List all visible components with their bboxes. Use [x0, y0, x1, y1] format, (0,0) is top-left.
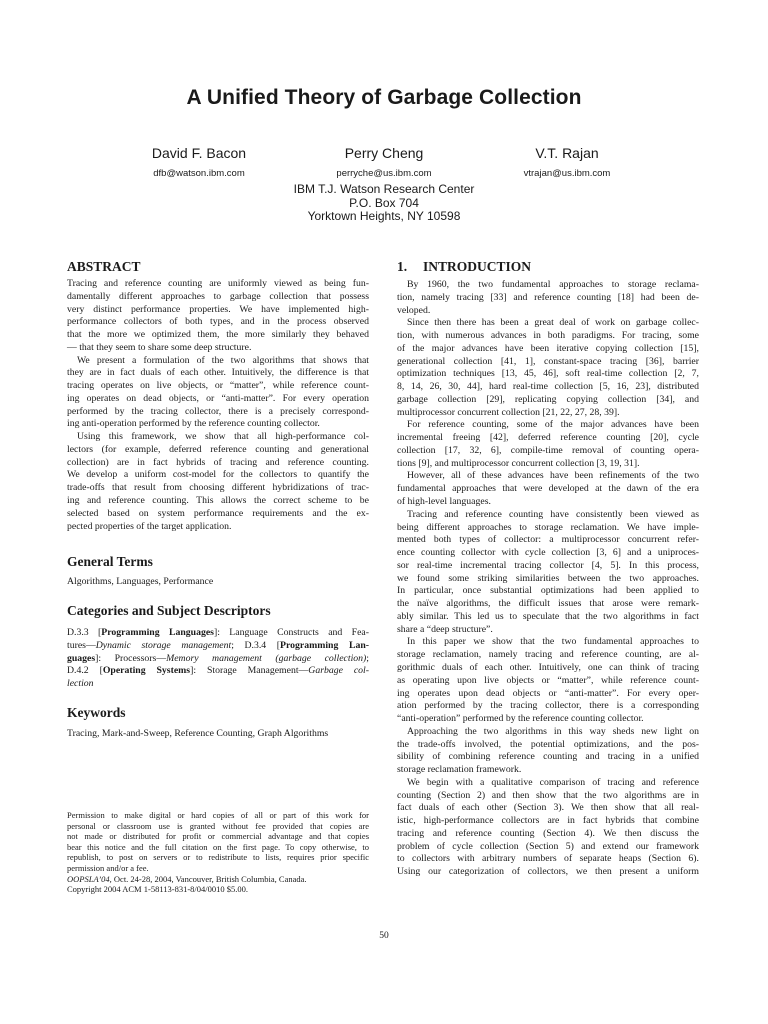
permission-notice [67, 810, 369, 895]
abstract-line: performed by the tracing collector, there is a precisely correspond- [67, 405, 369, 417]
introduction-line: veloped. [397, 304, 431, 316]
abstract-line: — that they seem to share some deep structure. [67, 341, 252, 353]
category-text: ]: Processors— [95, 652, 167, 664]
abstract-line: ing operates on dead objects, or “anti-matter”. For every operation [67, 392, 369, 404]
author-email: vtrajan@us.ibm.com [523, 168, 611, 179]
general-terms-heading: General Terms [67, 554, 153, 569]
introduction-line: the naïve algorithms, the difficult issues that arose were remark- [397, 598, 699, 610]
introduction-line: storage reclamation framework. [397, 764, 522, 776]
category-subject: Dynamic storage management [95, 639, 232, 651]
author-name: David F. Bacon [151, 145, 247, 161]
category-term: Operating Systems [102, 665, 191, 677]
introduction-line: tracing and reference counting (Section 4). We then discuss the [397, 827, 699, 839]
abstract-line: performance collectors of both types, and in the process observed [67, 316, 369, 328]
affiliation-line: P.O. Box 704 [349, 195, 419, 210]
permission-line: not made or distributed for profit or commercial advantage and that copies [67, 831, 369, 842]
author-email: perryche@us.ibm.com [336, 168, 432, 179]
introduction-line: We begin with a qualitative comparison of tracing and reference [407, 776, 699, 788]
introduction-line: we found some striking similarities between the two approaches. [397, 572, 699, 584]
introduction-line: sibility of combining reference counting and tracing in a unified [397, 751, 699, 763]
abstract-line: ing and reference counting. This allows the correct scheme to be [67, 495, 369, 507]
categories-line [67, 678, 369, 691]
abstract-line: tracing operates on live objects, or “matter”, while reference count- [67, 380, 369, 392]
abstract-line: pected properties of the target application. [67, 520, 232, 532]
affiliation-line: Yorktown Heights, NY 10598 [307, 209, 461, 223]
introduction-line: istic, high-performance collectors are in fact hybrids that combine [397, 815, 699, 827]
introduction-line: By 1960, the two fundamental approaches to storage reclama- [407, 279, 699, 290]
abstract-line: Tracing and reference counting are uniformly viewed as being fun- [67, 278, 369, 289]
abstract-line: that the more we optimized them, the more similarly they behaved [67, 329, 369, 341]
section-number: 1. [397, 259, 408, 274]
affiliation [0, 183, 768, 224]
category-subject: lection [67, 678, 94, 690]
introduction-line: In particular, once substantial optimizations had been applied to [397, 585, 699, 597]
introduction-line: In this paper we show that the two fundamental approaches to [407, 636, 699, 648]
introduction-line: fundamental approaches that were developed at the dawn of the era [397, 483, 699, 495]
categories-line [67, 640, 369, 653]
introduction-line: being different approaches to storage reclamation. We have imple- [397, 521, 699, 533]
introduction-line: ing operates upon dead objects or “anti-matter”. For every oper- [397, 687, 699, 699]
introduction-line: tions [9], and multiprocessor concurrent collection [3, 19, 31]. [397, 457, 640, 469]
author-name: Perry Cheng [344, 145, 424, 161]
introduction-line: tion, with numerous advances in both paradigms. For tracing, some [397, 330, 699, 342]
permission-line: personal or classroom use is granted without fee provided that copies are [67, 820, 369, 831]
keywords-heading: Keywords [67, 705, 126, 720]
general-terms-line: Algorithms, Languages, Performance [67, 576, 214, 587]
abstract-line: lectors (for example, deferred reference counting and generational [67, 443, 369, 455]
introduction-heading [397, 259, 531, 275]
permission-line: permission and/or a fee. [67, 862, 149, 873]
section-title: INTRODUCTION [423, 259, 532, 274]
introduction-line: However, all of these advances have been refinements of the two [407, 470, 699, 482]
introduction-line: ably similar. This led us to speculate that the two algorithms in fact [397, 610, 699, 622]
category-term: guages [67, 652, 96, 664]
introduction-line: mented both types of collector: a multiprocessor concurrent refer- [397, 534, 699, 546]
introduction-line: Using our categorization of collectors, we then present a uniform [397, 866, 699, 878]
abstract-line: collection) are in fact hybrids of tracing and reference counting. [67, 456, 369, 468]
abstract-line: We develop a uniform cost-model for the collectors to quantify the [67, 469, 369, 481]
abstract-body [67, 278, 369, 533]
introduction-line: of high-level languages. [397, 496, 491, 508]
paper-title: A Unified Theory of Garbage Collection [186, 86, 582, 109]
introduction-line: fact duals of each other (Section 3). We then show that all real- [397, 802, 699, 814]
abstract-line: damentally different approaches to garbage collection that possess [67, 290, 369, 302]
introduction-line: tion, namely tracing [33] and reference counting [18] had been de- [397, 291, 699, 303]
introduction-line: optimization techniques [13, 45, 46], soft real-time collection [2, 7, [397, 368, 699, 380]
abstract-line: they are in fact duals of each other. Intuitively, the difference is that [67, 367, 369, 379]
introduction-line: sor real-time incremental tracing collector [4, 5]. In this process, [397, 559, 699, 571]
introduction-line: incremental freeing [42], deferred reference counting [20], cycle [397, 432, 699, 444]
introduction-line: collection [17, 32, 6], compile-time removal of counting opera- [397, 444, 699, 456]
author-email: dfb@watson.ibm.com [153, 168, 245, 179]
introduction-line: ence counting collector with cycle collection [3, 6] and a uniproces- [397, 547, 699, 559]
permission-line: bear this notice and the full citation on the first page. To copy otherwise, to [67, 841, 369, 852]
category-text: ; [366, 652, 369, 664]
category-text: ]: Storage Management— [190, 665, 309, 677]
affiliation-line: IBM T.J. Watson Research Center [293, 182, 475, 196]
introduction-line: storage reclamation, namely tracing and reference counting, are al- [397, 649, 699, 661]
page-number: 50 [379, 931, 389, 941]
copyright-line: Copyright 2004 ACM 1-58113-831-8/04/0010 $5.00. [67, 884, 249, 895]
introduction-line: For reference counting, some of the major advances have been [407, 419, 699, 431]
category-text: D.3.3 [ [67, 627, 102, 638]
author-block [447, 145, 687, 179]
introduction-line: share a “deep structure”. [397, 623, 493, 635]
introduction-body [397, 279, 699, 879]
category-text: D.4.2 [ [67, 665, 103, 677]
author-name: V.T. Rajan [535, 145, 599, 161]
abstract-heading: ABSTRACT [67, 259, 141, 274]
abstract-line: selected based on system performance requirements and the ex- [67, 507, 369, 519]
categories-heading: Categories and Subject Descriptors [67, 603, 271, 618]
introduction-line: Since then there has been a great deal of work on garbage collec- [407, 317, 699, 329]
category-subject: Memory management (garbage collection) [166, 652, 367, 664]
introduction-line: garbage collection [29], replicating copying collection [34], and [397, 393, 699, 405]
abstract-line: trade-offs that result from choosing different hybridizations of trac- [67, 482, 369, 494]
abstract-line: very distinct performance properties. We have implemented high- [67, 303, 369, 315]
introduction-line: ation performed by the tracing collector, there is a corresponding [397, 700, 699, 712]
category-term: Programming Lan- [280, 639, 369, 651]
categories-line [67, 665, 369, 678]
category-term: Programming Languages [101, 627, 214, 638]
introduction-line: Approaching the two algorithms in this way sheds new light on [407, 725, 699, 737]
introduction-line: generational collection [41, 1], constant-space tracing [36], barrier [397, 355, 699, 367]
conference-name: OOPSLA’04 [67, 873, 110, 884]
permission-line: republish, to post on servers or to redistribute to lists, requires prior specific [67, 852, 369, 863]
category-subject: Garbage col- [308, 665, 369, 677]
introduction-line: “anti-operation” performed by the reference counting collector. [397, 713, 644, 725]
permission-line: Permission to make digital or hard copies of all or part of this work for [67, 810, 369, 820]
general-terms-text [67, 576, 369, 589]
abstract-line: ing anti-operation performed by the reference counting collector. [67, 418, 320, 430]
conference-details: , Oct. 24-28, 2004, Vancouver, British Columbia, Canada. [109, 873, 307, 884]
abstract-line: We present a formulation of the two algorithms that shows that [77, 354, 369, 366]
keywords-line: Tracing, Mark-and-Sweep, Reference Counting, Graph Algorithms [67, 728, 329, 739]
introduction-line: gorithmic duals of each other. Intuitively, one can think of tracing [397, 661, 699, 673]
conference-line [67, 874, 369, 885]
category-text: ; D.3.4 [ [231, 639, 281, 651]
categories-body [67, 627, 369, 691]
categories-line [67, 653, 369, 666]
introduction-line: of the major advances have been iterative copying collection [15], [397, 342, 699, 354]
introduction-line: 8, 14, 26, 30, 44], hard real-time collection [5, 16, 23], distributed [397, 381, 699, 393]
introduction-line: counting (Section 2) and then show that the two algorithms are in [397, 789, 699, 801]
category-text: ]: Language Constructs and Fea- [213, 627, 369, 638]
abstract-line: Using this framework, we show that all high-performance col- [77, 431, 369, 443]
category-text: tures— [67, 639, 96, 651]
introduction-line: problem of cycle collection (Section 5) and extend our framework [397, 840, 699, 852]
categories-line [67, 627, 369, 640]
introduction-line: Tracing and reference counting have consistently been viewed as [407, 508, 699, 520]
introduction-line: as operating upon live objects or “matter”, while reference count- [397, 674, 699, 686]
keywords-text [67, 728, 369, 741]
introduction-line: the trade-offs involved, the potential optimizations, and the pos- [397, 738, 699, 750]
introduction-line: multiprocessor concurrent collection [21, 22, 27, 28, 39]. [397, 406, 620, 418]
introduction-line: to collectors with arbitrary numbers of separate heaps (Section 6). [397, 853, 699, 865]
